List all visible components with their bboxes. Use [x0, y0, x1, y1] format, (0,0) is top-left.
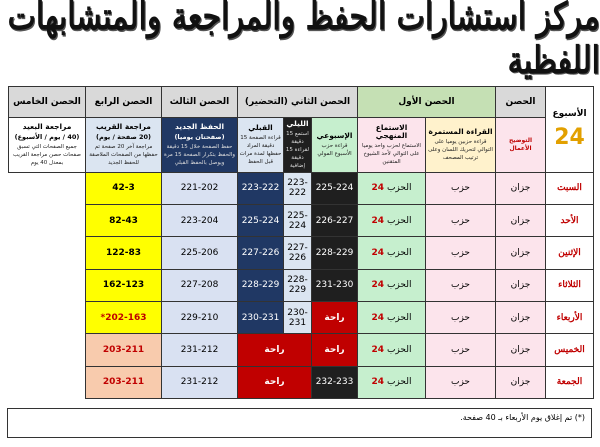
header-row [9, 87, 594, 118]
istimaa-subheader: الاستماع المنهجي الاستماع لحزب واحد يوميا على التوالي لأحد الشيوخ المتقنين [358, 118, 426, 172]
day-cell: الأربعاء [546, 301, 594, 333]
baeed-cell: 202-163* [86, 301, 162, 333]
qira-cell: جزان [496, 334, 546, 366]
labels-cell: التوضيح الأعمال [496, 118, 546, 172]
third-fort-rest-cell: راحة [238, 334, 312, 366]
week-header: الأسبوع 24 [546, 87, 594, 173]
jadid-cell: 223-222 [238, 172, 284, 204]
layli-cell: 226-227 [312, 204, 358, 236]
layli-rest-cell: راحة [312, 301, 358, 333]
second-fort-header: الحصن الثاني (التحضير) [238, 87, 358, 118]
day-cell: الجمعة [546, 366, 594, 398]
qarib-cell: 225-206 [162, 237, 238, 269]
layli-cell: 231-230 [312, 269, 358, 301]
day-cell: الثلاثاء [546, 269, 594, 301]
table-row [9, 237, 594, 269]
jadid-cell: 227-226 [238, 237, 284, 269]
third-fort-rest-cell: راحة [238, 366, 312, 398]
istimaa-cell: حزب [426, 269, 496, 301]
layli-cell: 225-224 [312, 172, 358, 204]
table-row [9, 301, 594, 333]
istimaa-cell: حزب [426, 334, 496, 366]
jadid-cell: 228-229 [238, 269, 284, 301]
qira-cell: جزان [496, 269, 546, 301]
qira-cell: جزان [496, 172, 546, 204]
footnote: (*) تم إغلاق يوم الأربعاء بـ 40 صفحة. [7, 408, 592, 438]
usbuei-cell: الحزب 24 [358, 269, 426, 301]
qira-subheader: القراءة المستمرة قراءة حزبين يوميا على التوالي لتحريك اللسان وعلى ترتيب المصحف [426, 118, 496, 172]
jadid-cell: 230-231 [238, 301, 284, 333]
qabli-cell: 225-224 [284, 204, 312, 236]
day-cell: الإثنين [546, 237, 594, 269]
third-fort-header: الحصن الثالث [162, 87, 238, 118]
usbuei-cell: الحزب 24 [358, 301, 426, 333]
table-row [9, 172, 594, 204]
qabli-cell: 223-222 [284, 172, 312, 204]
layli-cell: 228-229 [312, 237, 358, 269]
layli-cell: 232-233 [312, 366, 358, 398]
usbuei-subheader: الإسبوعي قراءة حزب الأسبوع المولي [312, 118, 358, 172]
jadid-cell: 225-224 [238, 204, 284, 236]
qarib-cell: 223-204 [162, 204, 238, 236]
qarib-cell: 231-212 [162, 366, 238, 398]
qabli-cell: 227-226 [284, 237, 312, 269]
subheader-row [9, 118, 594, 172]
table-row [9, 204, 594, 236]
istimaa-cell: حزب [426, 301, 496, 333]
schedule-table [8, 86, 594, 399]
usbuei-cell: الحزب 24 [358, 172, 426, 204]
day-cell: السبت [546, 172, 594, 204]
istimaa-cell: حزب [426, 204, 496, 236]
usbuei-cell: الحزب 24 [358, 334, 426, 366]
qarib-cell: 227-208 [162, 269, 238, 301]
hisn-header: الحصن [496, 87, 546, 118]
fifth-fort-header: الحصن الخامس [9, 87, 86, 118]
usbuei-cell: الحزب 24 [358, 366, 426, 398]
qarib-subheader: مراجعة القريب (20 صفحة / يوم) مراجعة آخر 20 صفحة تم حفظها من الصفحات الملاصقة للحفظ الجديد [86, 118, 162, 172]
baeed-subheader: مراجعة البعيد (40 / يوم / الأسبوع) جميع الصفحات التي تسبق صفحات حصن مراجعة القريب بمعدل 40 يوم [9, 118, 86, 172]
qira-cell: جزان [496, 301, 546, 333]
qarib-cell: 229-210 [162, 301, 238, 333]
qabli-subheader: القبلي قراءة الصفحة 15 دقيقة المراد حفظها لمدة مرات قبل الحفظ [238, 118, 284, 172]
first-fort-header: الحصن الأول [358, 87, 496, 118]
layli-subheader: الليلي استمع 15 دقيقة لقراءة 15 دقيقة إضافية [284, 118, 312, 172]
baeed-cell: 122-83 [86, 237, 162, 269]
istimaa-cell: حزب [426, 237, 496, 269]
qira-cell: جزان [496, 237, 546, 269]
baeed-cell: 203-211 [86, 366, 162, 398]
usbuei-cell: الحزب 24 [358, 204, 426, 236]
istimaa-cell: حزب [426, 172, 496, 204]
fourth-fort-header: الحصن الرابع [86, 87, 162, 118]
table-row [9, 366, 594, 398]
qabli-cell: 228-229 [284, 269, 312, 301]
table-row [9, 269, 594, 301]
day-cell: الأحد [546, 204, 594, 236]
baeed-cell: 82-43 [86, 204, 162, 236]
usbuei-cell: الحزب 24 [358, 237, 426, 269]
baeed-cell: 42-3 [86, 172, 162, 204]
baeed-cell: 203-211 [86, 334, 162, 366]
qarib-cell: 231-212 [162, 334, 238, 366]
qabli-cell: 230-231 [284, 301, 312, 333]
istimaa-cell: حزب [426, 366, 496, 398]
week-number: 24 [554, 124, 585, 150]
day-cell: الخميس [546, 334, 594, 366]
qarib-cell: 221-202 [162, 172, 238, 204]
qira-cell: جزان [496, 366, 546, 398]
banner [0, 0, 600, 83]
qira-cell: جزان [496, 204, 546, 236]
layli-rest-cell: راحة [312, 334, 358, 366]
banner-title: مركز استشارات الحفظ والمراجعة والمتشابهات اللفظية [7, 0, 600, 83]
table-row [9, 334, 594, 366]
jadid-subheader: الحفظ الجديد (صفحتان يوميا) حفظ الصفحة خلال 15 دقيقة والحفظ بتكرار الصفحة 15 مرة ويوصل بالحفظ القبلي [162, 118, 238, 172]
baeed-cell: 162-123 [86, 269, 162, 301]
